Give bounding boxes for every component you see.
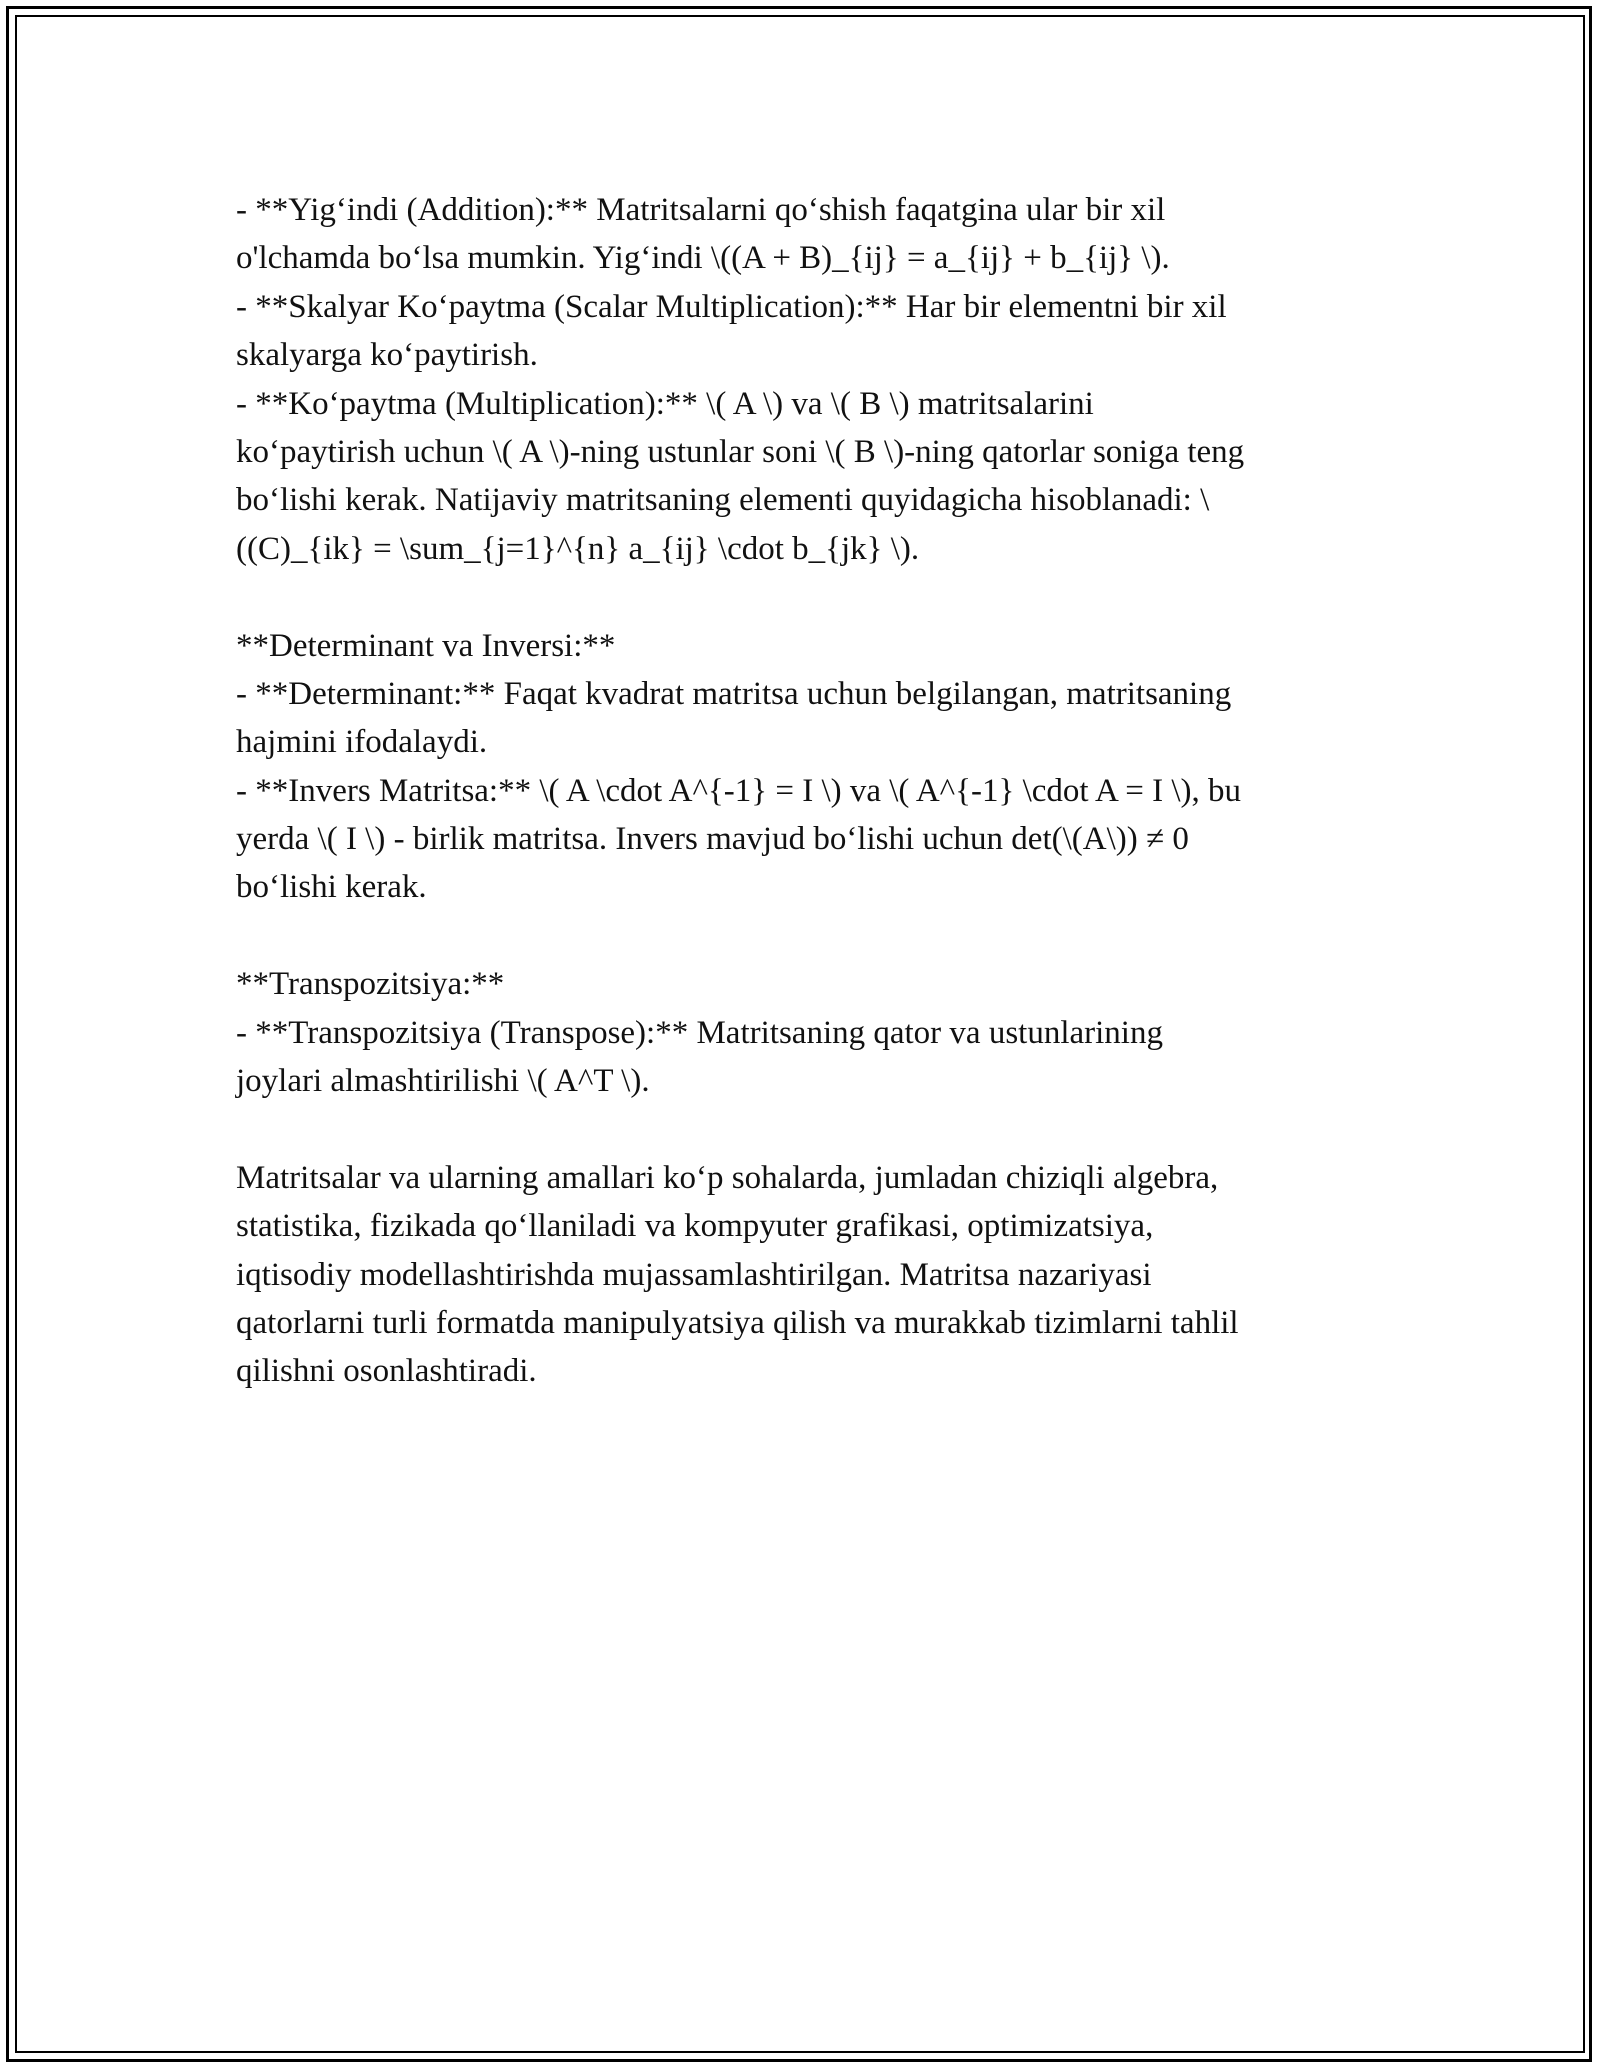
text-line: - **Invers Matritsa:** \( A \cdot A^{-1} = I \) va \( A^{-1} \cdot A = I \), bu	[236, 772, 1242, 809]
section-heading-transpose: **Transpozitsiya:**	[236, 966, 505, 1003]
text-line: - **Transpozitsiya (Transpose):** Matritsaning qator va ustunlarining	[236, 1014, 1163, 1051]
text-line: o'lchamda bo‘lsa mumkin. Yig‘indi \((A + B)_{ij} = a_{ij} + b_{ij} \).	[236, 240, 1170, 277]
paragraph-gap	[236, 1105, 1386, 1153]
text-line: joylari almashtirilishi \( A^T \).	[236, 1063, 650, 1100]
document-body	[236, 186, 1386, 1396]
section-heading-determinant: **Determinant va Inversi:**	[236, 627, 616, 664]
text-line: - **Skalyar Ko‘paytma (Scalar Multiplication):** Har bir elementni bir xil	[236, 288, 1227, 325]
text-line: yerda \( I \) - birlik matritsa. Invers mavjud bo‘lishi uchun det(\(A\)) ≠ 0	[236, 821, 1189, 858]
text-line: Matritsalar va ularning amallari ko‘p sohalarda, jumladan chiziqli algebra,	[236, 1159, 1219, 1196]
text-line: hajmini ifodalaydi.	[236, 724, 488, 761]
text-line: iqtisodiy modellashtirishda mujassamlashtirilgan. Matritsa nazariyasi	[236, 1256, 1152, 1293]
text-line: bo‘lishi kerak.	[236, 869, 427, 906]
text-line: ko‘paytirish uchun \( A \)-ning ustunlar soni \( B \)-ning qatorlar soniga teng	[236, 433, 1245, 470]
text-line: ((C)_{ik} = \sum_{j=1}^{n} a_{ij} \cdot b_{jk} \).	[236, 530, 920, 567]
text-line: bo‘lishi kerak. Natijaviy matritsaning elementi quyidagicha hisoblanadi: \	[236, 482, 1210, 519]
text-line: - **Determinant:** Faqat kvadrat matritsa uchun belgilangan, matritsaning	[236, 675, 1232, 712]
paragraph-gap	[236, 573, 1386, 621]
text-line: qilishni osonlashtiradi.	[236, 1353, 537, 1390]
text-line: statistika, fizikada qo‘llaniladi va kompyuter grafikasi, optimizatsiya,	[236, 1208, 1154, 1245]
text-line: - **Ko‘paytma (Multiplication):** \( A \) va \( B \) matritsalarini	[236, 385, 1094, 422]
text-line: skalyarga ko‘paytirish.	[236, 337, 538, 374]
paragraph-gap	[236, 912, 1386, 960]
text-line: qatorlarni turli formatda manipulyatsiya qilish va murakkab tizimlarni tahlil	[236, 1304, 1239, 1341]
text-line: - **Yig‘indi (Addition):** Matritsalarni qo‘shish faqatgina ular bir xil	[236, 192, 1166, 228]
